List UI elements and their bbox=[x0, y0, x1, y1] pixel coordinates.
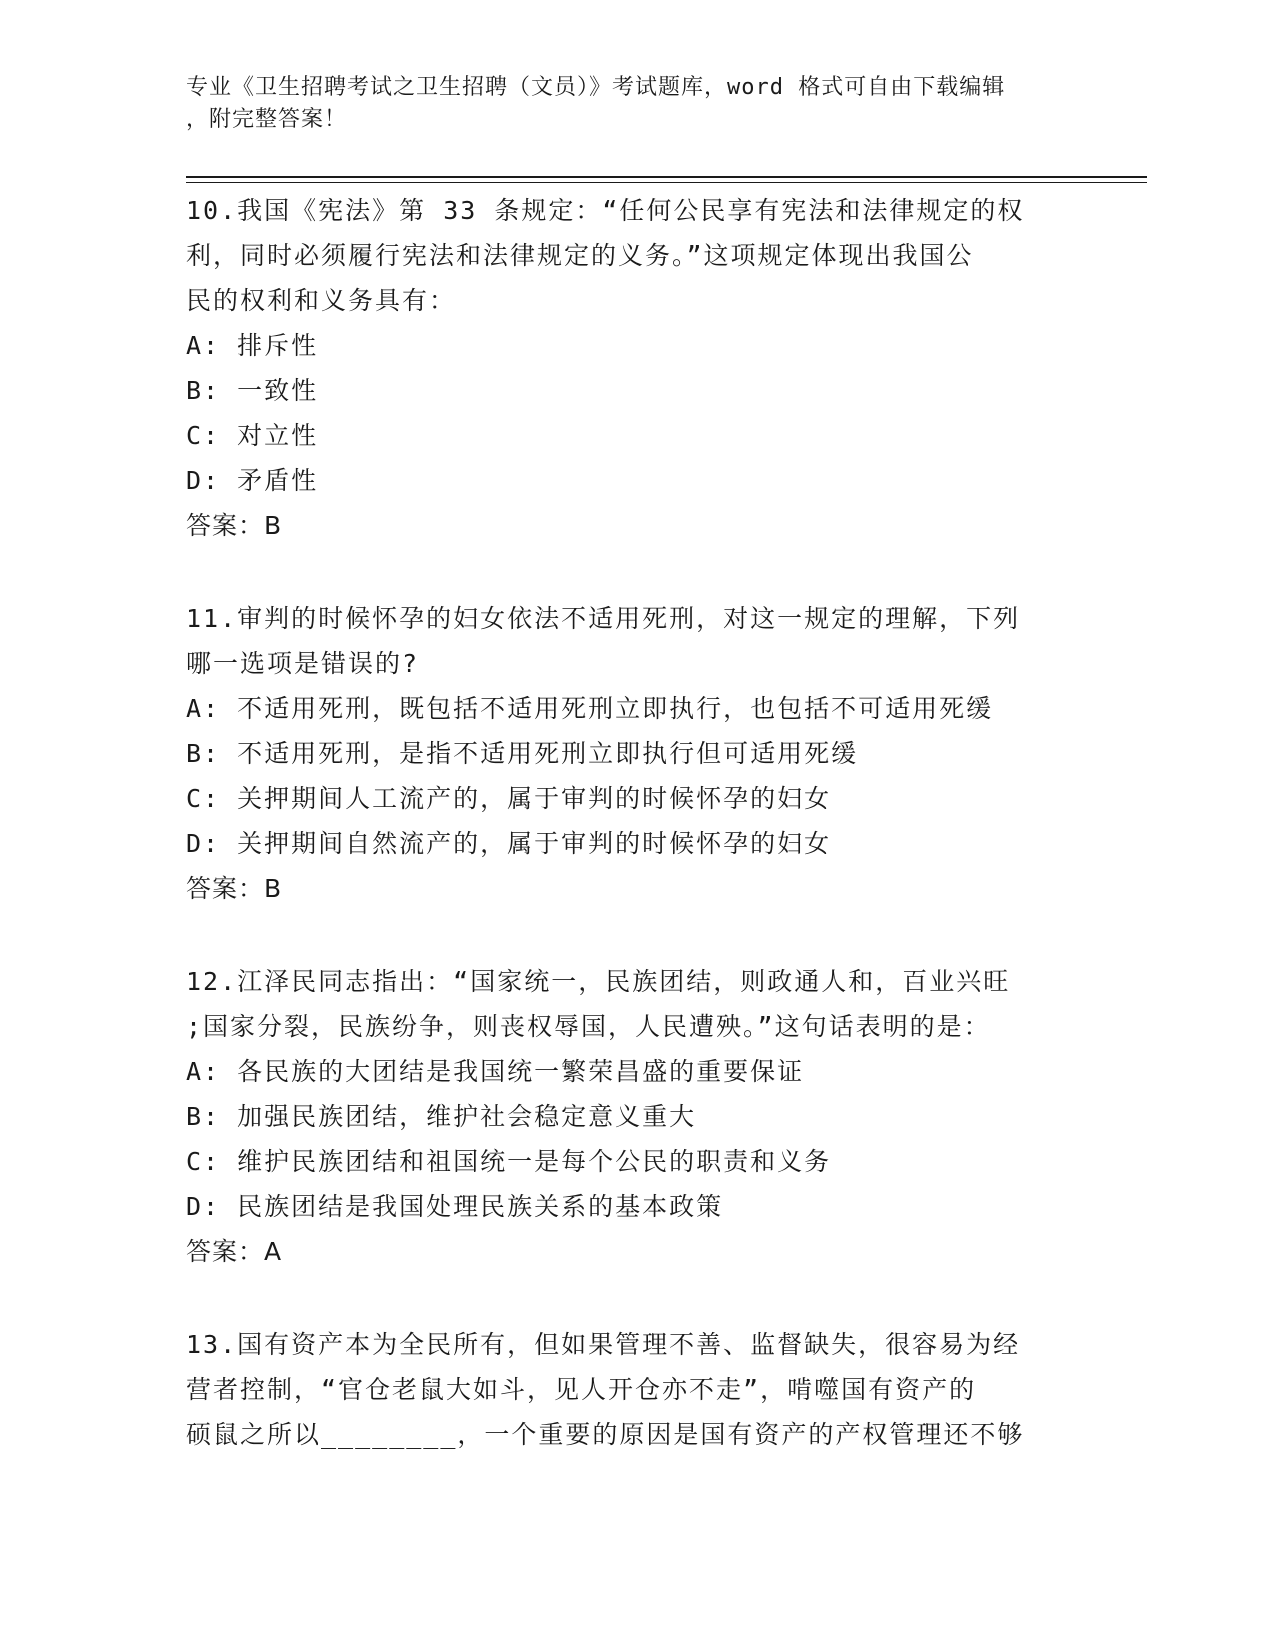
question-stem-line: 13.国有资产本为全民所有，但如果管理不善、监督缺失，很容易为经 bbox=[186, 1330, 1021, 1359]
question-stem-line: 哪一选项是错误的? bbox=[186, 649, 420, 678]
question-stem-line: ;国家分裂，民族纷争，则丧权辱国，人民遭殃。”这句话表明的是： bbox=[186, 1012, 991, 1041]
answer-label: 答案：B bbox=[186, 874, 283, 903]
option-b: B: 加强民族团结，维护社会稳定意义重大 bbox=[186, 1102, 697, 1131]
question-10 bbox=[186, 188, 1066, 548]
question-stem-line: 10.我国《宪法》第 33 条规定：“任何公民享有宪法和法律规定的权 bbox=[186, 196, 1025, 225]
question-11 bbox=[186, 596, 1066, 911]
option-c: C: 关押期间人工流产的，属于审判的时候怀孕的妇女 bbox=[186, 784, 832, 813]
answer-label: 答案：B bbox=[186, 511, 283, 540]
question-stem-line: 11.审判的时候怀孕的妇女依法不适用死刑，对这一规定的理解，下列 bbox=[186, 604, 1021, 633]
question-stem-line: 12.江泽民同志指出：“国家统一，民族团结，则政通人和，百业兴旺 bbox=[186, 967, 1011, 996]
question-12 bbox=[186, 959, 1066, 1274]
question-stem-line: 利，同时必须履行宪法和法律规定的义务。”这项规定体现出我国公 bbox=[186, 241, 974, 270]
header-line-1: 专业《卫生招聘考试之卫生招聘（文员）》考试题库，word 格式可自由下载编辑 bbox=[186, 75, 1006, 100]
option-d: D: 民族团结是我国处理民族关系的基本政策 bbox=[186, 1192, 724, 1221]
header-divider-thick bbox=[186, 176, 1147, 178]
option-c: C: 对立性 bbox=[186, 421, 319, 450]
answer-label: 答案：A bbox=[186, 1237, 283, 1266]
question-stem-line: 民的权利和义务具有： bbox=[186, 286, 457, 315]
option-a: A: 不适用死刑，既包括不适用死刑立即执行，也包括不可适用死缓 bbox=[186, 694, 994, 723]
question-stem-line: 硕鼠之所以________，一个重要的原因是国有资产的产权管理还不够 bbox=[186, 1420, 1025, 1449]
question-13 bbox=[186, 1322, 1066, 1457]
header-line-2: ，附完整答案！ bbox=[186, 107, 348, 132]
option-d: D: 关押期间自然流产的，属于审判的时候怀孕的妇女 bbox=[186, 829, 832, 858]
option-b: B: 不适用死刑，是指不适用死刑立即执行但可适用死缓 bbox=[186, 739, 859, 768]
option-b: B: 一致性 bbox=[186, 376, 319, 405]
question-stem-line: 营者控制，“官仓老鼠大如斗，见人开仓亦不走”，啃噬国有资产的 bbox=[186, 1375, 977, 1404]
option-a: A: 各民族的大团结是我国统一繁荣昌盛的重要保证 bbox=[186, 1057, 805, 1086]
header-divider-thin bbox=[186, 182, 1147, 183]
option-d: D: 矛盾性 bbox=[186, 466, 319, 495]
question-list bbox=[186, 188, 1066, 1505]
document-header bbox=[186, 72, 1066, 136]
option-a: A: 排斥性 bbox=[186, 331, 319, 360]
option-c: C: 维护民族团结和祖国统一是每个公民的职责和义务 bbox=[186, 1147, 832, 1176]
